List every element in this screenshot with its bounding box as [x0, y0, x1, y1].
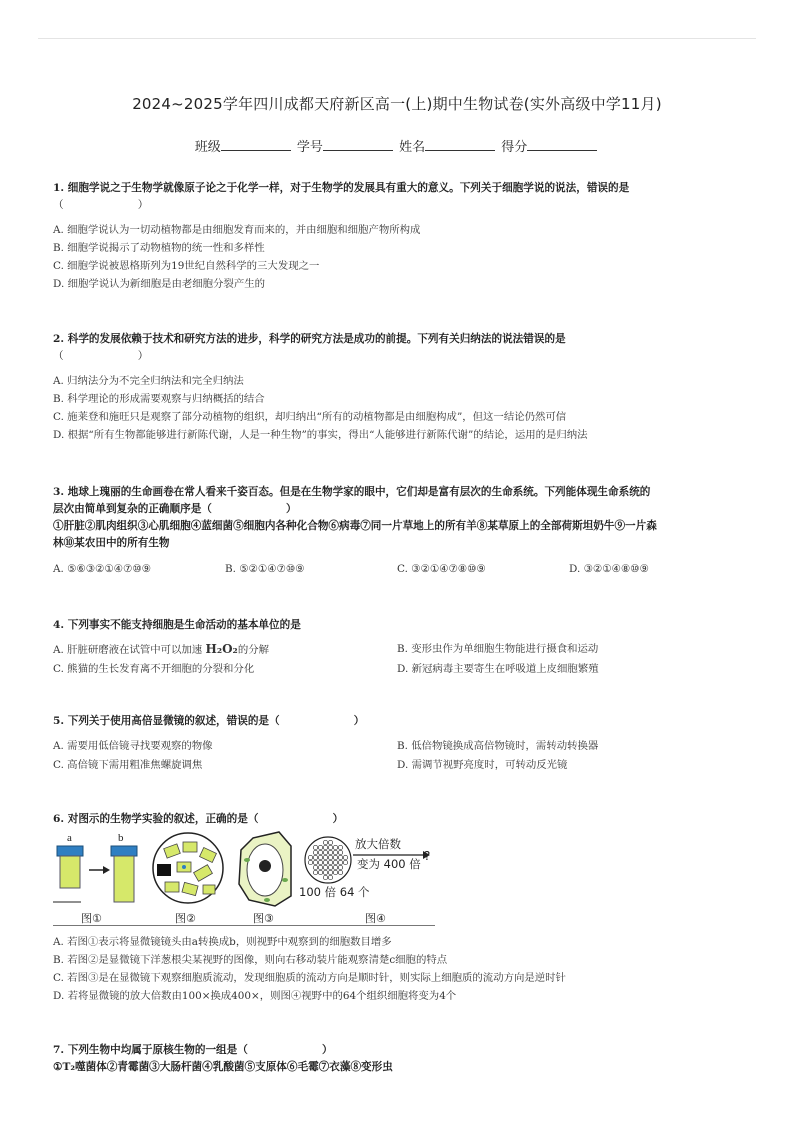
fig4-cell-dot: [328, 875, 332, 879]
fig2-cell: [203, 885, 215, 894]
fig4-cell-dot: [313, 855, 317, 859]
fig4-cell-dot: [338, 860, 342, 864]
q2-option-d: D. 根据“所有生物都能够进行新陈代谢，人是一种生物”的事实，得出“人能够进行新陈代谢”的结论，运用的是归纳法: [53, 429, 588, 441]
page-title: 2024~2025学年四川成都天府新区高一(上)期中生物试卷(实外高级中学11月): [132, 95, 662, 113]
fig4-cell-dot: [323, 870, 327, 874]
q1-stem: 1. 细胞学说之于生物学就像原子论之于化学一样，对于生物学的发展具有重大的意义。下列关于细胞学说的说法，错误的是: [53, 182, 630, 194]
score-field[interactable]: [527, 138, 597, 151]
fig4-cell-dot: [323, 875, 327, 879]
fig4-cell-dot: [333, 850, 337, 854]
q6-option-c: C. 若图③是在显微镜下观察细胞质流动，发现细胞质的流动方向是顺时针，则实际上细胞质的流动方向是逆时针: [53, 972, 566, 984]
fig3-plant-cell: [239, 832, 291, 925]
q2-option-b: B. 科学理论的形成需要观察与归纳概括的结合: [53, 393, 265, 405]
fig4-caption: 图④: [365, 912, 386, 925]
q5-row-2: [53, 756, 743, 775]
fig3-chloroplast: [244, 858, 250, 862]
q4-stem: 4. 下列事实不能支持细胞是生命活动的基本单位的是: [53, 619, 301, 631]
q6-option-b: B. 若图②是显微镜下洋葱根尖某视野的图像，则向右移动装片能观察清楚c细胞的特点: [53, 954, 448, 966]
q1-answer-paren: （ ）: [53, 199, 149, 211]
q7-stem: 7. 下列生物中均属于原核生物的一组是（ ）: [53, 1044, 333, 1056]
name-field[interactable]: [425, 138, 495, 151]
class-label: 班级: [194, 140, 221, 155]
q2-stem: 2. 科学的发展依赖于技术和研究方法的进步，科学的研究方法是成功的前提。下列有关归纳法的说法错误的是: [53, 333, 566, 345]
q4-row-1: [53, 640, 743, 660]
fig3-caption: 图③: [253, 912, 274, 925]
q1-option-b: B. 细胞学说揭示了动物植物的统一性和多样性: [53, 242, 265, 254]
q3-stem-line1: 3. 地球上瑰丽的生命画卷在常人看来千姿百态。但是在生物学家的眼中，它们却是富有层次的生命系统。下列能体现生命系统的: [53, 486, 651, 498]
fig4-cell-dot: [318, 865, 322, 869]
fig4-cell-dot: [338, 850, 342, 854]
fig4-cell-dot: [323, 850, 327, 854]
fig4-cell-dot: [313, 845, 317, 849]
id-label: 学号: [296, 140, 323, 155]
fig4-cell-dot: [328, 865, 332, 869]
fig1-tube-a: [60, 856, 80, 888]
q5-option-c: C. 高倍镜下需用粗准焦螺旋调焦: [53, 759, 203, 771]
fig4-cell-dot: [343, 855, 347, 859]
q3-items-line1: ①肝脏②肌肉组织③心肌细胞④蓝细菌⑤细胞内各种化合物⑥病毒⑦同一片草地上的所有羊⑧某草原上的全部荷斯坦奶牛⑨一片森: [53, 520, 657, 532]
question-4: [53, 617, 743, 679]
name-label: 姓名: [399, 140, 426, 155]
fig4-cell-dot: [328, 850, 332, 854]
q2-option-a: A. 归纳法分为不完全归纳法和完全归纳法: [53, 375, 244, 387]
fig4-cell-dot: [313, 865, 317, 869]
fig4-text-1: 放大倍数: [355, 837, 401, 851]
q4-row-2: [53, 660, 743, 679]
q3-option-b: B. ⑤②①④⑦⑩⑨: [225, 563, 305, 575]
q4-option-a-tail: 的分解: [237, 644, 269, 656]
fig4-cell-dot: [328, 870, 332, 874]
q4-option-a: [53, 640, 397, 660]
id-field[interactable]: [323, 138, 393, 151]
fig4-field-circle: [305, 837, 351, 883]
fig4-cell-dot: [323, 855, 327, 859]
fig4-cell-dot: [308, 860, 312, 864]
fig4-cell-dot: [333, 855, 337, 859]
fig4-cell-dot: [313, 860, 317, 864]
q6-figure-baseline: [53, 925, 435, 926]
fig4-cell-dot: [338, 865, 342, 869]
fig1-caption: 图①: [81, 912, 102, 925]
q5-option-a: A. 需要用低倍镜寻找要观察的物像: [53, 740, 213, 752]
fig2-cell: [165, 882, 179, 892]
fig4-cell-dot: [323, 860, 327, 864]
fig4-cell-dot: [318, 850, 322, 854]
q3-option-c: C. ③②①④⑦⑧⑩⑨: [397, 563, 486, 575]
fig4-cell-dot: [328, 845, 332, 849]
fig4-cell-dot: [343, 860, 347, 864]
fig4-cell-dot: [323, 840, 327, 844]
fig1-cap-b: [111, 846, 137, 856]
question-6: [53, 811, 743, 828]
fig2-nucleus: [182, 865, 186, 869]
question-6-options: [53, 933, 743, 1005]
q6-figure-svg: [53, 830, 435, 926]
q4-option-d: D. 新冠病毒主要寄生在呼吸道上皮细胞繁殖: [397, 663, 599, 675]
fig4-cell-dot: [333, 860, 337, 864]
fig4-text-3: 100 倍 64 个: [299, 885, 370, 899]
q3-stem-line2: 层次由简单到复杂的正确顺序是（ ）: [53, 503, 297, 515]
q6-figure: [53, 830, 435, 926]
q4-option-b: B. 变形虫作为单细胞生物能进行摄食和运动: [397, 643, 599, 655]
fig1-cap-a: [57, 846, 83, 856]
fig2-root-tip: [153, 833, 223, 925]
q3-items-line2: 林⑩某农田中的所有生物: [53, 537, 170, 549]
question-3: [53, 484, 743, 578]
fig2-cell: [183, 842, 197, 852]
fig4-text-2: 变为 400 倍: [357, 857, 421, 871]
q1-option-d: D. 细胞学说认为新细胞是由老细胞分裂产生的: [53, 278, 265, 290]
top-divider: [38, 38, 756, 39]
q4-formula: H₂O₂: [205, 642, 238, 656]
question-5: [53, 713, 743, 775]
q4-option-a-text: A. 肝脏研磨液在试管中可以加速: [53, 644, 206, 656]
q2-option-c: C. 施莱登和施旺只是观察了部分动植物的组织，却归纳出“所有的动植物都是由细胞构成”，但这一结论仍然可信: [53, 411, 567, 423]
question-7: [53, 1042, 743, 1076]
fig4-cell-dot: [338, 845, 342, 849]
fig1-label-b: b: [118, 832, 124, 844]
fig4-cell-dot: [318, 845, 322, 849]
q5-stem: 5. 下列关于使用高倍显微镜的叙述，错误的是（ ）: [53, 715, 365, 727]
fig4-cell-dot: [318, 860, 322, 864]
q5-row-1: [53, 737, 743, 756]
fig4-magnification: [299, 837, 430, 925]
fig3-chloroplast: [264, 898, 270, 902]
fig4-cell-dot: [328, 855, 332, 859]
q6-option-a: A. 若图①表示将显微镜镜头由a转换成b，则视野中观察到的细胞数目增多: [53, 936, 392, 948]
fig1-label-a: a: [67, 832, 72, 844]
fig4-cell-dot: [328, 860, 332, 864]
fig4-cell-dot: [313, 850, 317, 854]
question-1: [53, 180, 743, 293]
fig1-lenses: [53, 832, 137, 925]
fig2-dark-cell: [157, 864, 171, 876]
q2-answer-paren: （ ）: [53, 350, 149, 362]
fig4-cell-dot: [313, 870, 317, 874]
fig4-cell-dot: [333, 870, 337, 874]
fig3-nucleus: [259, 860, 271, 872]
question-2: [53, 331, 743, 444]
fig4-cell-dot: [308, 855, 312, 859]
q1-option-c: C. 细胞学说被恩格斯列为19世纪自然科学的三大发现之一: [53, 260, 320, 272]
q5-option-d: D. 需调节视野亮度时，可转动反光镜: [397, 759, 568, 771]
fig4-cell-dot: [338, 870, 342, 874]
fig4-cell-dot: [333, 865, 337, 869]
fig4-cell-dot: [323, 845, 327, 849]
fig4-cell-dot: [318, 855, 322, 859]
q4-option-c: C. 熊猫的生长发育离不开细胞的分裂和分化: [53, 663, 255, 675]
fig1-arrow-head: [103, 866, 110, 874]
q3-option-d: D. ③②①④⑧⑩⑨: [569, 563, 649, 575]
fig4-cell-dot: [328, 840, 332, 844]
q1-option-a: A. 细胞学说认为一切动植物都是由细胞发育而来的，并由细胞和细胞产物所构成: [53, 224, 421, 236]
fig4-cell-dot: [323, 865, 327, 869]
fig2-caption: 图②: [175, 912, 196, 925]
score-label: 得分: [501, 140, 528, 155]
fig4-cell-dot: [338, 855, 342, 859]
student-info-row: [0, 136, 794, 155]
fig1-tube-b: [114, 856, 134, 902]
fig4-question-mark: ?: [424, 849, 431, 863]
fig3-chloroplast: [282, 878, 288, 882]
q7-items: ①T₂噬菌体②青霉菌③大肠杆菌④乳酸菌⑤支原体⑥毛霉⑦衣藻⑧变形虫: [53, 1061, 393, 1073]
fig4-cell-dot: [333, 845, 337, 849]
q6-stem: 6. 对图示的生物学实验的叙述，正确的是（ ）: [53, 813, 344, 825]
q6-option-d: D. 若将显微镜的放大倍数由100×换成400×，则图④视野中的64个组织细胞将变为4个: [53, 990, 457, 1002]
q3-option-a: A. ⑤⑥③②①④⑦⑩⑨: [53, 563, 151, 575]
q5-option-b: B. 低倍物镜换成高倍物镜时，需转动转换器: [397, 740, 599, 752]
class-field[interactable]: [221, 138, 291, 151]
fig4-cell-dot: [318, 870, 322, 874]
q3-options: [53, 560, 743, 578]
